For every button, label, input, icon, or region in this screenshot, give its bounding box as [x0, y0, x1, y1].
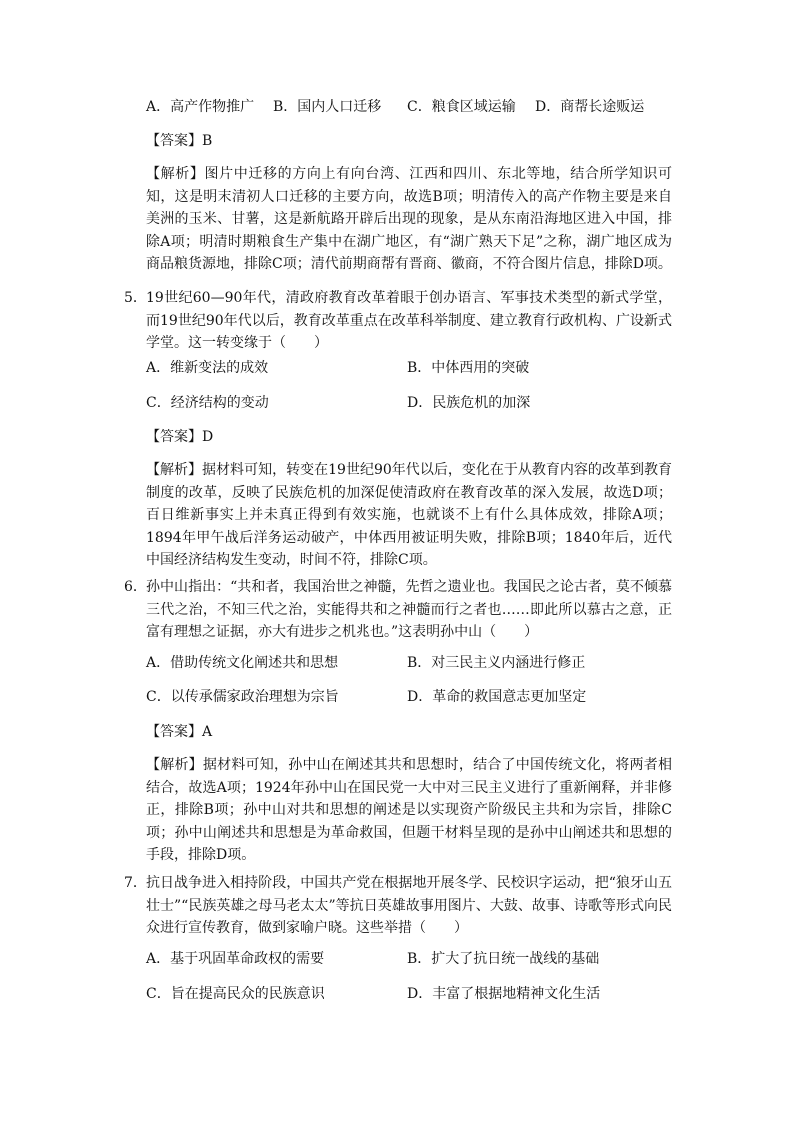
- q5-answer: 【答案】D: [146, 429, 214, 445]
- q6-number: 6．: [124, 579, 147, 595]
- q5-option-c: C．经济结构的变动: [146, 395, 269, 411]
- q4-option-d: D．商帮长途贩运: [535, 99, 645, 115]
- q4-option-a: A．高产作物推广: [146, 99, 255, 115]
- q6-stem: 孙中山指出：“共和者，我国治世之神髓，先哲之遗业也。我国民之论古者，莫不倾慕三代之治，不知三代之治，实能得共和之神髓而行之者也……即此所以慕古之意，正富有理想之证据，亦大有进步之机兆也。”这表明孙中山（ ）: [146, 579, 672, 641]
- q4-analysis: 【解析】图片中迁移的方向上有向台湾、江西和四川、东北等地，结合所学知识可知，这是明末清初人口迁移的主要方向，故选B项；明清传入的高产作物主要是来自美洲的玉米、甘薯，这是新航路开辟后出现的现象，是从东南沿海地区进入中国，排除A项；明清时期粮食生产集中在湖广地区，有“湖广熟天下足”之称，湖广地区成为商品粮货源地，排除C项；清代前期商帮有晋商、徽商，不符合图片信息，排除D项。: [146, 166, 672, 273]
- q5-option-a: A．维新变法的成效: [146, 360, 269, 376]
- q6-analysis: 【解析】据材料可知，孙中山在阐述其共和思想时，结合了中国传统文化，将两者相结合，故选A项；1924年孙中山在国民党一大中对三民主义进行了重新阐释，并非修正，排除B项；孙中山对共和思想的阐述是以实现资产阶级民主共和为宗旨，排除C项；孙中山阐述共和思想是为革命救国，但题干材料呈现的是孙中山阐述共和思想的手段，排除D项。: [146, 757, 672, 864]
- q6-answer: 【答案】A: [146, 724, 213, 740]
- q7-option-b: B．扩大了抗日统一战线的基础: [407, 951, 600, 967]
- q5-stem: 19世纪60—90年代，清政府教育改革着眼于创办语言、军事技术类型的新式学堂，而19世纪90年代以后，教育改革重点在改革科举制度、建立教育行政机构、广设新式学堂。这一转变缘于（ ）: [146, 290, 672, 352]
- q6-option-d: D．革命的救国意志更加坚定: [407, 689, 587, 705]
- q7-option-a: A．基于巩固革命政权的需要: [146, 951, 325, 967]
- q5-option-b: B．中体西用的突破: [407, 360, 530, 376]
- q4-answer: 【答案】B: [146, 133, 213, 149]
- q5-option-d: D．民族危机的加深: [407, 395, 531, 411]
- q6-option-c: C．以传承儒家政治理想为宗旨: [146, 689, 339, 705]
- q7-number: 7．: [124, 875, 147, 891]
- q5-analysis: 【解析】据材料可知，转变在19世纪90年代以后，变化在于从教育内容的改革到教育制度的改革，反映了民族危机的加深促使清政府在教育改革的深入发展，故选D项；百日维新事实上并未真正得到有效实施，也就谈不上有什么具体成效，排除A项；1894年甲午战后洋务运动破产，中体西用被证明失败，排除B项；1840年后，近代中国经济结构发生变动，时间不符，排除C项。: [146, 462, 672, 569]
- q7-stem: 抗日战争进入相持阶段，中国共产党在根据地开展冬学、民校识字运动，把“狼牙山五壮士”“民族英雄之母马老太太”等抗日英雄故事用图片、大鼓、故事、诗歌等形式向民众进行宣传教育，做到家喻户晓。这些举措（ ）: [146, 875, 672, 937]
- q7-option-c: C．旨在提高民众的民族意识: [146, 986, 325, 1002]
- q7-option-d: D．丰富了根据地精神文化生活: [407, 986, 601, 1002]
- q6-option-b: B．对三民主义内涵进行修正: [407, 655, 586, 671]
- q4-option-c: C．粮食区域运输: [407, 99, 516, 115]
- q6-option-a: A．借助传统文化阐述共和思想: [146, 655, 339, 671]
- q5-number: 5．: [124, 290, 147, 306]
- q4-option-b: B．国内人口迁移: [273, 99, 382, 115]
